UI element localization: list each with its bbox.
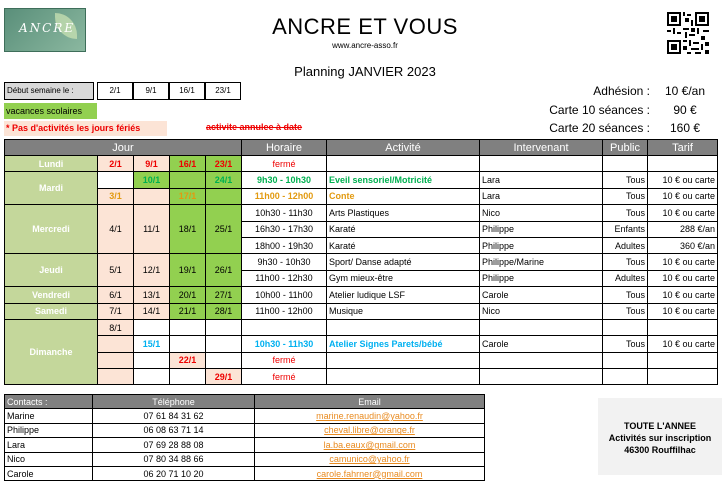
date-cell: 5/1 <box>98 254 134 287</box>
horaire-cell: 10h00 - 11h00 <box>242 287 327 303</box>
public-cell: Tous <box>603 336 648 352</box>
horaire-cell: fermé <box>242 369 327 385</box>
public-cell: Tous <box>603 172 648 188</box>
vacances-legend: vacances scolaires <box>4 103 97 119</box>
table-row <box>5 303 718 319</box>
table-row <box>5 172 718 188</box>
date-cell <box>206 188 242 204</box>
price-label: Adhésion : <box>593 84 650 98</box>
logo-text: ANCRE <box>19 21 76 35</box>
public-cell <box>603 156 648 172</box>
day-lundi: Lundi <box>5 156 98 172</box>
intervenant-cell: Nico <box>480 303 603 319</box>
contact-row <box>5 438 485 452</box>
intervenant-cell: Lara <box>480 188 603 204</box>
date-cell <box>134 319 170 335</box>
date-cell: 6/1 <box>98 287 134 303</box>
day-mardi: Mardi <box>5 172 98 205</box>
intervenant-cell: Carole <box>480 336 603 352</box>
intervenant-cell <box>480 156 603 172</box>
public-cell: Tous <box>603 188 648 204</box>
contact-email-link[interactable]: la.ba.eaux@gmail.com <box>255 438 485 452</box>
info-line: 46300 Rouffilhac <box>624 445 696 455</box>
date-cell <box>134 369 170 385</box>
activite-cell: Conte <box>327 188 480 204</box>
contacts-table <box>4 394 485 481</box>
date-cell: 14/1 <box>134 303 170 319</box>
date-cell <box>206 336 242 352</box>
date-cell: 2/1 <box>98 156 134 172</box>
col-jour: Jour <box>5 140 242 156</box>
date-cell: 28/1 <box>206 303 242 319</box>
week-date: 23/1 <box>205 82 241 100</box>
date-cell: 19/1 <box>170 254 206 287</box>
table-row <box>5 352 718 368</box>
contacts-header-email: Email <box>255 395 485 409</box>
intervenant-cell <box>480 319 603 335</box>
date-cell <box>206 352 242 368</box>
activite-cell: Atelier ludique LSF <box>327 287 480 303</box>
public-cell: Tous <box>603 303 648 319</box>
contact-name: Carole <box>5 466 93 480</box>
tarif-cell <box>648 156 718 172</box>
week-date: 9/1 <box>133 82 169 100</box>
intervenant-cell: Philippe <box>480 237 603 253</box>
price-value: 160 € <box>669 121 701 135</box>
tarif-cell: 10 € ou carte <box>648 336 718 352</box>
date-cell <box>170 369 206 385</box>
tarif-cell: 10 € ou carte <box>648 188 718 204</box>
intervenant-cell: Nico <box>480 205 603 221</box>
intervenant-cell: Philippe <box>480 270 603 286</box>
date-cell <box>98 336 134 352</box>
info-box <box>598 398 722 475</box>
public-cell: Tous <box>603 287 648 303</box>
date-cell: 12/1 <box>134 254 170 287</box>
horaire-cell: 11h00 - 12h00 <box>242 303 327 319</box>
date-cell <box>206 319 242 335</box>
contact-name: Lara <box>5 438 93 452</box>
date-cell: 22/1 <box>170 352 206 368</box>
table-row <box>5 205 718 221</box>
col-horaire: Horaire <box>242 140 327 156</box>
horaire-cell: 9h30 - 10h30 <box>242 254 327 270</box>
contacts-header-phone: Téléphone <box>93 395 255 409</box>
activite-cell: Eveil sensoriel/Motricité <box>327 172 480 188</box>
date-cell: 16/1 <box>170 156 206 172</box>
horaire-cell: 11h00 - 12h30 <box>242 270 327 286</box>
table-row <box>5 156 718 172</box>
qr-code-icon <box>667 12 709 54</box>
price-label: Carte 20 séances : <box>549 121 650 135</box>
public-cell: Tous <box>603 205 648 221</box>
tarif-cell <box>648 352 718 368</box>
date-cell: 17/1 <box>170 188 206 204</box>
horaire-cell: 16h30 - 17h30 <box>242 221 327 237</box>
public-cell: Adultes <box>603 237 648 253</box>
activite-cell <box>327 156 480 172</box>
public-cell <box>603 319 648 335</box>
ancre-logo <box>4 8 86 52</box>
tarif-cell <box>648 369 718 385</box>
activite-cell: Atelier Signes Parets/bébé <box>327 336 480 352</box>
schedule-table <box>4 139 718 385</box>
tarif-cell: 10 € ou carte <box>648 254 718 270</box>
date-cell <box>134 188 170 204</box>
contact-name: Nico <box>5 452 93 466</box>
tarif-cell: 360 €/an <box>648 237 718 253</box>
date-cell: 24/1 <box>206 172 242 188</box>
table-row <box>5 369 718 385</box>
intervenant-cell: Philippe/Marine <box>480 254 603 270</box>
date-cell <box>98 369 134 385</box>
contact-phone: 07 61 84 31 62 <box>93 409 255 423</box>
table-row <box>5 336 718 352</box>
date-cell <box>170 336 206 352</box>
date-cell <box>134 352 170 368</box>
col-public: Public <box>603 140 648 156</box>
table-row <box>5 254 718 270</box>
tarif-cell: 10 € ou carte <box>648 303 718 319</box>
contact-email-link[interactable]: marine.renaudin@yahoo.fr <box>255 409 485 423</box>
date-cell: 8/1 <box>98 319 134 335</box>
planning-title: Planning JANVIER 2023 <box>294 64 436 79</box>
intervenant-cell: Lara <box>480 172 603 188</box>
contact-row <box>5 409 485 423</box>
table-row <box>5 188 718 204</box>
date-cell: 11/1 <box>134 205 170 254</box>
tarif-cell: 10 € ou carte <box>648 205 718 221</box>
contacts-header-name: Contacts : <box>5 395 93 409</box>
price-value: 10 €/an <box>664 84 706 98</box>
contact-phone: 07 80 34 88 66 <box>93 452 255 466</box>
col-intervenant: Intervenant <box>480 140 603 156</box>
annulee-legend: activite annulee à date <box>206 122 303 132</box>
date-cell: 27/1 <box>206 287 242 303</box>
day-mercredi: Mercredi <box>5 205 98 254</box>
date-cell: 21/1 <box>170 303 206 319</box>
date-cell: 29/1 <box>206 369 242 385</box>
col-activite: Activité <box>327 140 480 156</box>
date-cell <box>98 172 134 188</box>
date-cell: 23/1 <box>206 156 242 172</box>
public-cell <box>603 369 648 385</box>
date-cell: 13/1 <box>134 287 170 303</box>
header-row <box>5 140 718 156</box>
feries-note: * Pas d'activités les jours fériés <box>4 121 167 136</box>
activite-cell: Sport/ Danse adapté <box>327 254 480 270</box>
date-cell: 15/1 <box>134 336 170 352</box>
tarif-cell: 10 € ou carte <box>648 287 718 303</box>
date-cell <box>170 319 206 335</box>
date-cell: 7/1 <box>98 303 134 319</box>
contact-email-link[interactable]: camunico@yahoo.fr <box>255 452 485 466</box>
public-cell: Tous <box>603 254 648 270</box>
activite-cell: Gym mieux-être <box>327 270 480 286</box>
website-link[interactable]: www.ancre-asso.fr <box>332 41 398 50</box>
horaire-cell: fermé <box>242 352 327 368</box>
contact-name: Philippe <box>5 423 93 437</box>
date-cell: 25/1 <box>206 205 242 254</box>
date-cell: 20/1 <box>170 287 206 303</box>
contact-row <box>5 466 485 480</box>
contact-phone: 06 20 71 10 20 <box>93 466 255 480</box>
public-cell <box>603 352 648 368</box>
activite-cell: Karaté <box>327 221 480 237</box>
week-start-label: Début semaine le : <box>4 82 94 100</box>
horaire-cell: 18h00 - 19h30 <box>242 237 327 253</box>
table-row <box>5 287 718 303</box>
activite-cell <box>327 352 480 368</box>
page-title: ANCRE ET VOUS <box>272 14 458 39</box>
public-cell: Enfants <box>603 221 648 237</box>
activite-cell: Musique <box>327 303 480 319</box>
contact-name: Marine <box>5 409 93 423</box>
date-cell <box>98 352 134 368</box>
activite-cell <box>327 319 480 335</box>
col-tarif: Tarif <box>648 140 718 156</box>
activite-cell: Karaté <box>327 237 480 253</box>
date-cell <box>170 172 206 188</box>
tarif-cell: 10 € ou carte <box>648 270 718 286</box>
intervenant-cell <box>480 369 603 385</box>
horaire-cell: 9h30 - 10h30 <box>242 172 327 188</box>
contact-email-link[interactable]: carole.fahrner@gmail.com <box>255 466 485 480</box>
tarif-cell <box>648 319 718 335</box>
contact-email-link[interactable]: cheval.libre@orange.fr <box>255 423 485 437</box>
table-row <box>5 319 718 335</box>
horaire-cell: 11h00 - 12h00 <box>242 188 327 204</box>
activite-cell <box>327 369 480 385</box>
contact-row <box>5 452 485 466</box>
day-samedi: Samedi <box>5 303 98 319</box>
week-date: 2/1 <box>97 82 133 100</box>
horaire-cell: fermé <box>242 156 327 172</box>
date-cell: 4/1 <box>98 205 134 254</box>
horaire-cell: 10h30 - 11h30 <box>242 205 327 221</box>
tarif-cell: 288 €/an <box>648 221 718 237</box>
activite-cell: Arts Plastiques <box>327 205 480 221</box>
horaire-cell <box>242 319 327 335</box>
day-vendredi: Vendredi <box>5 287 98 303</box>
date-cell: 18/1 <box>170 205 206 254</box>
intervenant-cell <box>480 352 603 368</box>
contact-phone: 07 69 28 88 08 <box>93 438 255 452</box>
contact-phone: 06 08 63 71 14 <box>93 423 255 437</box>
date-cell: 26/1 <box>206 254 242 287</box>
intervenant-cell: Philippe <box>480 221 603 237</box>
horaire-cell: 10h30 - 11h30 <box>242 336 327 352</box>
tarif-cell: 10 € ou carte <box>648 172 718 188</box>
price-label: Carte 10 séances : <box>549 103 650 117</box>
info-line: Activités sur inscription <box>608 433 712 443</box>
info-line: TOUTE L'ANNEE <box>624 421 696 431</box>
date-cell: 9/1 <box>134 156 170 172</box>
price-value: 90 € <box>673 103 697 117</box>
day-jeudi: Jeudi <box>5 254 98 287</box>
week-date: 16/1 <box>169 82 205 100</box>
day-dimanche: Dimanche <box>5 319 98 385</box>
contact-row <box>5 423 485 437</box>
contacts-header <box>5 395 485 409</box>
date-cell: 10/1 <box>134 172 170 188</box>
public-cell: Adultes <box>603 270 648 286</box>
intervenant-cell: Carole <box>480 287 603 303</box>
date-cell: 3/1 <box>98 188 134 204</box>
